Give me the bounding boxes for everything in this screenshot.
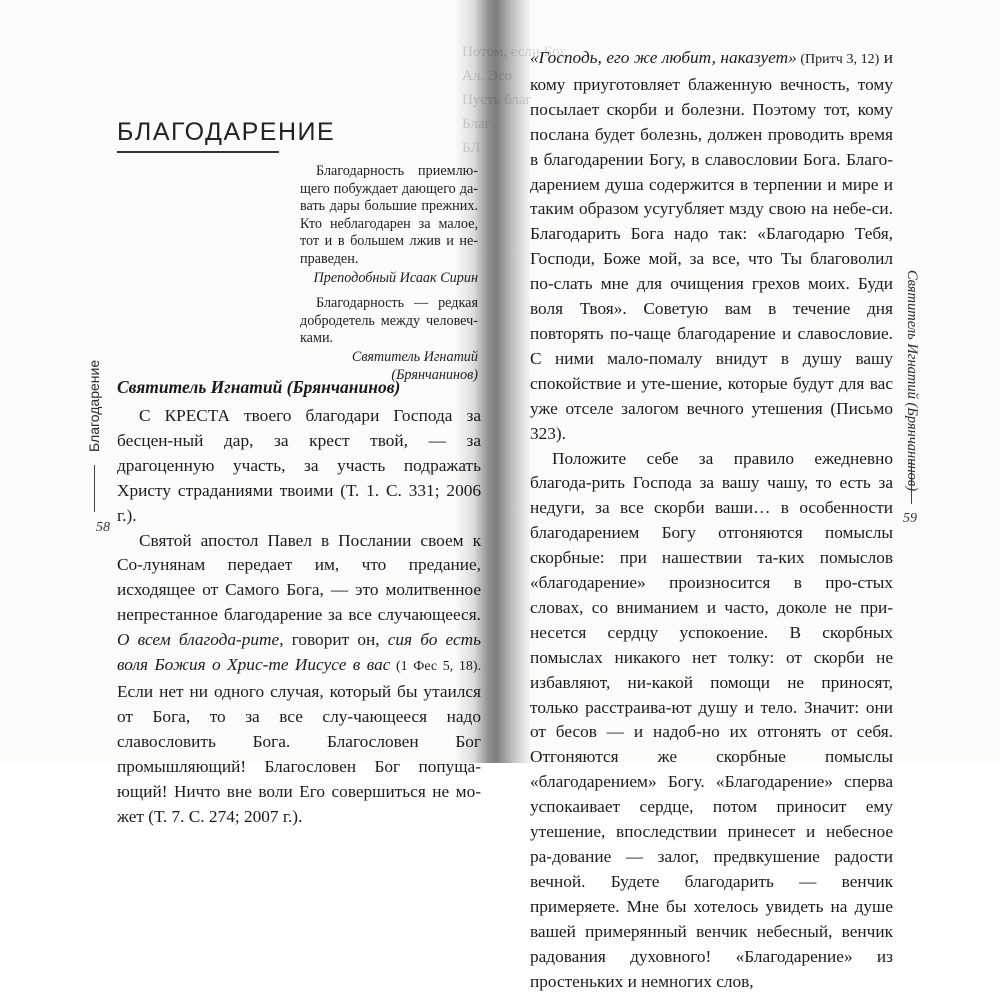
bleed-line: БЛ <box>462 136 522 160</box>
left-body-text <box>117 404 481 829</box>
title-underline <box>117 151 279 153</box>
chapter-title: БЛАГОДАРЕНИЕ <box>117 118 335 147</box>
running-title: Святитель Игнатий (Брянчанинов) <box>903 270 920 491</box>
epigraph-author: Святитель Игнатий (Брянчанинов) <box>300 349 478 384</box>
bleed-line: Благ <box>462 112 522 136</box>
paragraph: Святой апостол Павел в Послании своем к Со-лунянам передает им, что предание, исходящее от Самого Бога, — это молитвенное непрестанное благодарение за все случающееся. О всем благода-рите, говорит он, сия бо есть воля Божия о Хрис-те Иисусе в вас (1 Фес 5, 18). Если нет ни одного случая, который бы утаился от Бога, то за все слу-чающееся надо славословить Бога. Благословен Бог промышляющий! Благословен Бог попуща-ющий! Ничто вне воли Его совершиться не мо-жет (Т. 7. С. 274; 2007 г.). <box>117 529 481 830</box>
paragraph: Положите себе за правило ежедневно благода-рить Господа за вашу чашу, то есть за недуги, за все скорби ваши… в особенности благодарением Богу отгоняются помыслы скорбные: при нашествии та-ких помыслов «благодарение» произносится в про-стых словах, со вниманием и часто, доколе не при-несется сердцу успокоение. В скорбных помыслах никакого нет толку: от скорби не избавляют, ни-какой помощи не приносят, только расстраива-ют душу и тело. Значит: они от бесов — и надоб-но их отгонять от себя. Отгоняются же скорбные помыслы «благодарением» Богу. «Благодарение» сперва успокаивает сердце, потом приносит ему утешение, впоследствии принесет и небесное ра-дование — залог, предвкушение радости вечной. Будете благодарить — венчик примеряете. Мне бы хотелось увидеть на душе вашей примерянный венчик небесный, венчик радования духовного! «Благодарение» из простеньких и немногих слов, <box>530 447 893 994</box>
running-title: Благодарение <box>86 360 102 452</box>
bleed-line: Пусть благ <box>462 88 522 112</box>
page-number: 58 <box>96 520 110 536</box>
section-heading: Святитель Игнатий (Брянчанинов) <box>117 377 400 398</box>
epigraph-block <box>300 163 478 388</box>
epigraph-quote: Благодарность приемлю- щего побуждает дающего да- вать дары большие прежних. Кто неблагодарен за малое, тот и в большем лжив и не- праведен. <box>300 163 478 269</box>
bleed-line: Потом, если Бог <box>462 40 522 64</box>
page-number: 59 <box>903 511 917 527</box>
epigraph-quote: Благодарность — редкая добродетель между человеч- ками. <box>300 295 478 348</box>
left-page <box>0 0 470 763</box>
epigraph-author: Преподобный Исаак Сирин <box>300 270 478 288</box>
paragraph: С КРЕСТА твоего благодари Господа за бесцен-ный дар, за крест твой, — за драгоценную участь, за участь подражать Христу страданиями твоими (Т. 1. С. 331; 2006 г.). <box>117 404 481 529</box>
bleed-line: Ал. Эсо <box>462 64 522 88</box>
right-body-text <box>530 46 893 994</box>
paragraph: «Господь, его же любит, наказует» (Притч 3, 12) и кому приуготовляет блаженную вечность, тому посылает скорби и болезни. Поэтому тот, кому послана будет болезнь, должен проводить время в благодарении Богу, в славословии Бога. Благо-дарением душа содержится в терпении и мире и таким образом усугубляет мзду свою на небе-си. Благодарить Бога надо так: «Благодарю Тебя, Господи, Боже мой, за все, что Ты благоволил по-слать мне для очищения грехов моих. Буди воля Твоя». Советую вам в течение дня повторять по-чаще благодарение и славословие. С ними мало-помалу внидут в душу вашу спокойствие и уте-шение, которые будут для вас уже отселе залогом вечного утешения (Письмо 323). <box>530 46 893 447</box>
running-title-rule <box>94 465 95 512</box>
